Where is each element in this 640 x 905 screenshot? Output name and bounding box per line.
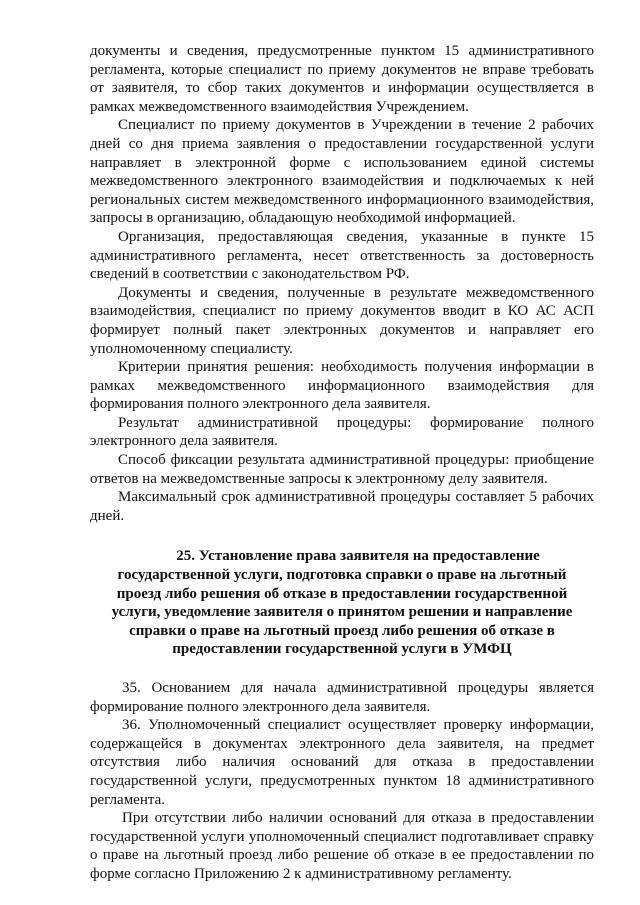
paragraph-organization-responsibility: Организация, предоставляющая сведения, указанные в пункте 15 административного регламента, несет ответственность за достоверность сведений в соответствии с законодательством РФ. [90, 228, 594, 283]
paragraph-request-specialist: Специалист по приему документов в Учреждении в течение 2 рабочих дней со дня приема заявления о предоставлении государственной услуги направляет в электронной форме с использованием единой системы межведомственного электронного взаимодействия и подключаемых к ней региональных систем межведомственного информационного взаимодействия, запросы в организацию, обладающую необходимой информацией. [90, 117, 594, 227]
paragraph-max-duration: Максимальный срок административной процедуры составляет 5 рабочих дней. [90, 489, 594, 524]
paragraph-item-36: 36. Уполномоченный специалист осуществляет проверку информации, содержащейся в документах электронного дела заявителя, на предмет отсутствия либо наличия оснований для отказа в предоставлении государственной услуги, предусмотренных пунктом 18 административного регламента. [90, 717, 594, 808]
paragraph-fixation-method: Способ фиксации результата административной процедуры: приобщение ответов на межведомственные запросы к электронному делу заявителя. [90, 452, 594, 487]
heading-line: 25. Установление права заявителя на предоставление [176, 548, 540, 565]
paragraph-item-35: 35. Основанием для начала административной процедуры является формирование полного электронного дела заявителя. [90, 680, 594, 715]
section-heading [90, 547, 594, 659]
paragraph-decision-preparation: При отсутствии либо наличии оснований для отказа в предоставлении государственной услуги уполномоченный специалист подготавливает справку о праве на льготный проезд либо решение об отказе в ее предоставлении по форме согласно Приложению 2 к административному регламенту. [90, 810, 594, 882]
heading-line: проезд либо решения об отказе в предоставлении государственной [116, 585, 568, 602]
heading-line: услуги, уведомление заявителя о принятом решении и направление [111, 604, 573, 621]
paragraph-continuation: документы и сведения, предусмотренные пунктом 15 административного регламента, которые специалист по приему документов не вправе требовать от заявителя, то сбор таких документов и информации осуществляется в рамках межведомственного взаимодействия Учреждением. [90, 43, 594, 115]
paragraph-documents-received: Документы и сведения, полученные в результате межведомственного взаимодействия, специалист по приему документов вводит в КО АС АСП формирует полный пакет электронных документов и направляет его уполномоченному специалисту. [90, 284, 594, 357]
heading-line: предоставлении государственной услуги в УМФЦ [172, 641, 512, 658]
paragraph-decision-criteria: Критерии принятия решения: необходимость получения информации в рамках межведомственного информационного взаимодействия для формирования полного электронного дела заявителя. [90, 359, 594, 413]
heading-line: справки о праве на льготный проезд либо решения об отказе в [129, 622, 555, 639]
paragraph-procedure-result: Результат административной процедуры: формирование полного электронного дела заявителя. [90, 414, 594, 450]
document-page [90, 42, 594, 884]
heading-line: государственной услуги, подготовка справки о праве на льготный [117, 567, 567, 584]
